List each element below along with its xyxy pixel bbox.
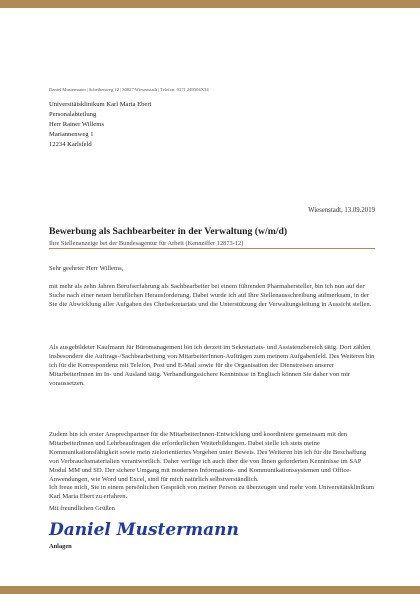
paragraph-1: mit mehr als zehn Jahren Berufserfahrung als Sachbearbeiter bei einem führenden Pharmahersteller, bin ich nun auf der Suche nach einer neuen beruflichen Herausforderung. Dabei wurde ich auf Ihre Stellenausschreibung aufmerksam, in der Sie die Abwicklung aller Aufgaben des Chefsekretariats und die Unterstützung der Verwaltungsleitung in Aussicht stellen. <box>49 283 372 309</box>
recipient-contact: Herr Rainer Willems <box>49 121 104 128</box>
letter-date: Wiesenstadt, 13.09.2019 <box>308 207 375 214</box>
recipient-street: Mariannenweg 1 <box>49 131 94 138</box>
paragraph-2: Als ausgebildeter Kaufmann für Büromanagement bin ich derzeit im Sekretariats- und Assistenzbereich tätig. Dort zählen insbesondere die Auftrags-/Sachbearbeitung von MitarbeiterInnen-Aufträgen zum meinem Aufgabenfeld. Des Weiteren bin ich für die Korrespondenz mit Telefon, Post und E-Mail sowie für die Organisation der Dienstreisen unserer MitarbeiterInnen im In- und Ausland tätig. Verhandlungssichere Kenntnisse in Englisch können Sie daher von mir voraussetzen. <box>49 344 375 388</box>
subject-line: Bewerbung als Sachbearbeiter in der Verwaltung (w/m/d) <box>49 226 288 237</box>
closing-greeting: Mit freundlichen Grüßen <box>49 505 115 512</box>
salutation: Sehr geehrter Herr Willems, <box>49 265 124 272</box>
recipient-city: 12234 Karlsfeld <box>49 141 92 148</box>
subject-divider <box>49 248 375 249</box>
top-accent-bar <box>0 0 420 8</box>
recipient-department: Personalabteilung <box>49 111 97 118</box>
attachments-label: Anlagen <box>49 543 72 550</box>
paragraph-4: Ich freue mich, Sie in einem persönlichen Gespräch von meiner Person zu überzeugen und mehr vom Universitätsklinikum Karl Maria Ebert zu erfahren. <box>49 484 375 501</box>
handwritten-signature <box>49 515 239 541</box>
sender-line: Daniel Mustermann | Scheibenweg 12 | 30827 Wiesenstadt | Telefon: 0171 249504X34 <box>49 87 209 92</box>
recipient-address <box>49 100 151 150</box>
subject-subtitle: Ihre Stellenanzeige bei der Bundesagentur für Arbeit (Kennziffer 12873-12) <box>49 240 244 247</box>
recipient-org: Universitätsklinikum Karl Maria Ebert <box>49 101 152 108</box>
signature-text: Daniel Mustermann <box>49 520 239 540</box>
bottom-accent-bar <box>0 586 420 594</box>
paragraph-3: Zudem bin ich erster Ansprechpartner für die MitarbeiterInnen-Entwicklung und koordiniere gemeinsam mit den MitarbeiterInnen und Lehrbeauftragen die erforderlichen Weiterbildungen. Dabei stelle ich stets meine Kommunikationsfähigkeit sowie mein zielorientiertes Vorgehen unter Beweis. Des Weiteren bin ich für die Beschaffung von Verbrauchsmaterialien verantwortlich. Daher verfüge ich auch über die von Ihnen geforderten Kenntnisse im SAP Modul MM und SD. Der sichere Umgang mit modernen Informations- und Kommunikationssystemen und Office-Anwendungen, wie Word und Excel, sind für mich natürlich selbstverständlich. <box>49 431 367 484</box>
